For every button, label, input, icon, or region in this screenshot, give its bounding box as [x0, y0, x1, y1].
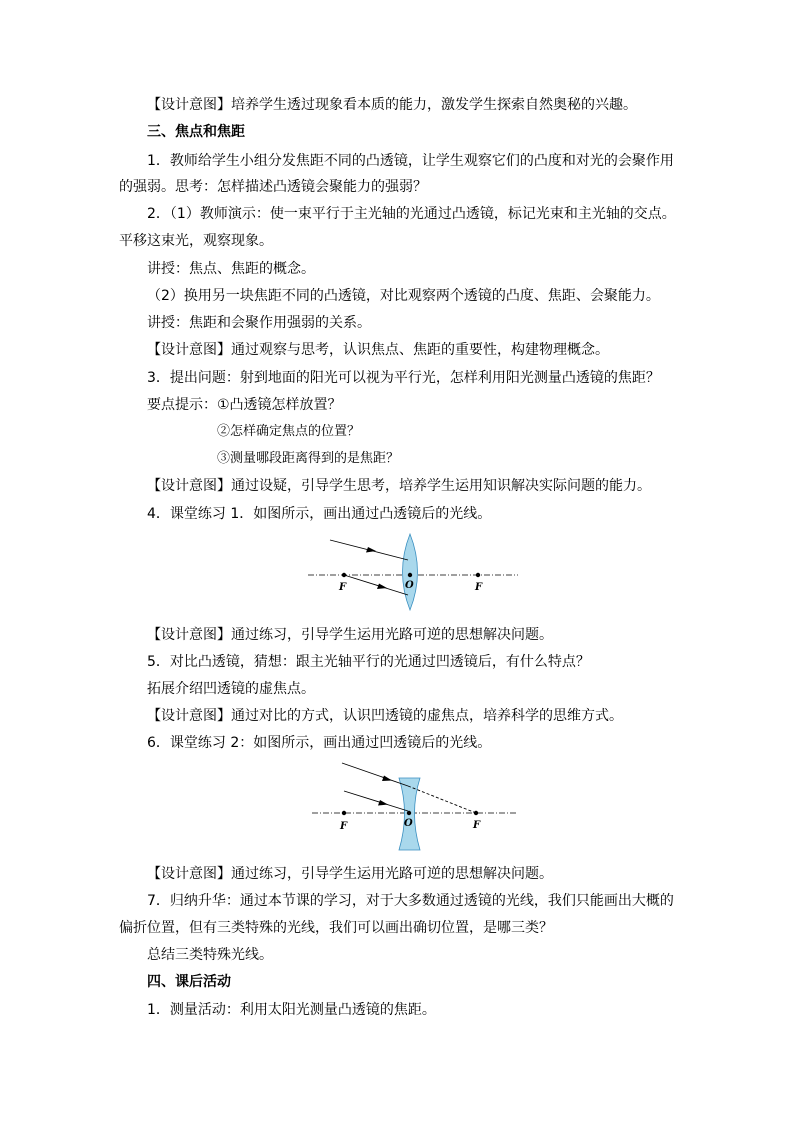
focus-label-right: F — [473, 820, 481, 831]
lecture-1: 讲授：焦点、焦距的概念。 — [147, 261, 315, 277]
focus-label-left: F — [339, 582, 347, 593]
paragraph-2-line-1: 2．（1）教师演示：使一束平行于主光轴的光通过凸透镜，标记光束和主光轴的交点。 — [147, 206, 676, 222]
paragraph-1-line-1: 1．教师给学生小组分发焦距不同的凸透镜，让学生观察它们的凸度和对光的会聚作用 — [147, 153, 674, 169]
ray-arrow-upper — [382, 776, 392, 782]
paragraph-2-line-2: 平移这束光，观察现象。 — [119, 233, 273, 249]
exercise-1-prompt: 4．课堂练习 1．如图所示，画出通过凸透镜后的光线。 — [147, 506, 492, 522]
summary-line-3: 总结三类特殊光线。 — [147, 947, 273, 963]
design-intent-4: 【设计意图】通过练习，引导学生运用光路可逆的思想解决问题。 — [147, 627, 553, 643]
virtual-extension-line — [408, 786, 476, 813]
exercise-2-prompt: 6．课堂练习 2：如图所示，画出通过凹透镜后的光线。 — [147, 735, 492, 751]
section-heading-after-class: 四、课后活动 — [147, 974, 231, 990]
focus-label-left: F — [340, 821, 348, 832]
paragraph-2-part-2: （2）换用另一块焦距不同的凸透镜，对比观察两个透镜的凸度、焦距、会聚能力。 — [147, 288, 660, 304]
focus-point-left — [342, 573, 346, 577]
paragraph-1-line-2: 的强弱。思考：怎样描述凸透镜会聚能力的强弱？ — [119, 179, 427, 195]
section-heading-focus: 三、焦点和焦距 — [147, 124, 245, 140]
design-intent-1: 【设计意图】培养学生透过现象看本质的能力，激发学生探索自然奥秘的兴趣。 — [147, 97, 637, 113]
focus-point-right — [474, 811, 478, 815]
activity-1: 1．测量活动：利用太阳光测量凸透镜的焦距。 — [147, 1002, 436, 1018]
hint-3: ③测量哪段距离得到的是焦距？ — [217, 451, 400, 466]
extension-note: 拓展介绍凹透镜的虚焦点。 — [147, 681, 315, 697]
convex-lens-figure — [300, 530, 530, 620]
incident-ray-lower — [344, 575, 408, 595]
lecture-2: 讲授：焦距和会聚作用强弱的关系。 — [147, 315, 371, 331]
optical-center-label: O — [404, 818, 413, 829]
design-intent-5: 【设计意图】通过对比的方式，认识凹透镜的虚焦点，培养科学的思维方式。 — [147, 708, 623, 724]
optical-center-point — [408, 573, 412, 577]
incident-ray-lower — [344, 791, 408, 811]
hint-1: 要点提示：①凸透镜怎样放置？ — [147, 397, 342, 413]
optical-center-label: O — [405, 580, 414, 591]
design-intent-3: 【设计意图】通过设疑，引导学生思考，培养学生运用知识解决实际问题的能力。 — [147, 478, 651, 494]
question-5: 5．对比凸透镜，猜想：跟主光轴平行的光通过凹透镜后，有什么特点？ — [147, 654, 590, 670]
incident-ray-upper — [342, 763, 408, 786]
summary-line-1: 7．归纳升华：通过本节课的学习，对于大多数通过透镜的光线，我们只能画出大概的 — [147, 893, 674, 909]
question-3: 3．提出问题：射到地面的阳光可以视为平行光，怎样利用阳光测量凸透镜的焦距？ — [147, 370, 660, 386]
focus-point-right — [476, 573, 480, 577]
focus-label-right: F — [475, 582, 483, 593]
design-intent-2: 【设计意图】通过观察与思考，认识焦点、焦距的重要性，构建物理概念。 — [147, 342, 609, 358]
optical-center-point — [407, 811, 411, 815]
concave-lens-figure — [300, 758, 530, 853]
focus-point-left — [342, 811, 346, 815]
design-intent-6: 【设计意图】通过练习，引导学生运用光路可逆的思想解决问题。 — [147, 866, 553, 882]
hint-2: ②怎样确定焦点的位置？ — [217, 424, 361, 439]
convex-lens — [403, 534, 418, 610]
summary-line-2: 偏折位置，但有三类特殊的光线，我们可以画出确切位置，是哪三类？ — [119, 920, 553, 936]
